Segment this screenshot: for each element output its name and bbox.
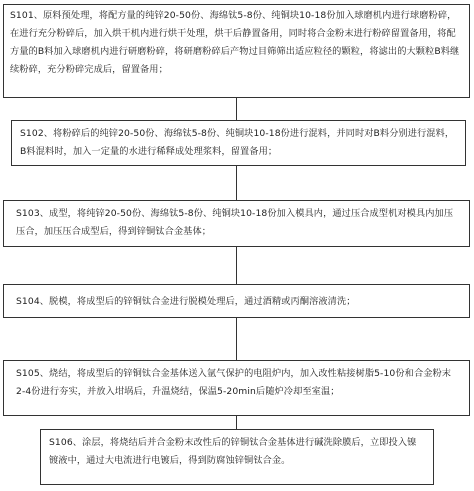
step-s105-text: S105、烧结，将成型后的锌铜钛合金基体送入氩气保护的电阻炉内，加入改性粘接树脂5-10份和合金粉末2-4份进行夯实，并放入坩埚后，升温烧结，保温5-20min后随炉冷却至室温；	[16, 368, 452, 397]
connector-s103-s104	[236, 247, 237, 284]
connector-s104-s105	[236, 318, 237, 360]
connector-s102-s103	[236, 166, 237, 200]
step-s102-box	[11, 120, 466, 166]
step-s104-box	[3, 284, 470, 318]
step-s104-text: S104、脱模，将成型后的锌铜钛合金进行脱模处理后，通过酒精或丙酮溶液清洗；	[16, 296, 356, 307]
step-s102-text: S102、将粉碎后的纯锌20-50份、海绵钛5-8份、纯铜块10-18份进行混料，并同时对B料分别进行混料，B料混料时，加入一定量的水进行稀释成处理浆料，留置备用；	[20, 128, 455, 157]
step-s103-box	[3, 200, 470, 247]
step-s101-text: S101、原料预处理，将配方量的纯锌20-50份、海绵钛5-8份、纯铜块10-18份加入球磨机内进行球磨粉碎，在进行充分粉碎后，加入烘干机内进行烘干处理，烘干后静置备用，同时将合金粉末进行粉碎留置备用，将配方量的B料加入球磨机内进行研磨粉碎，将研磨粉碎后产物过目筛筛出适应粒径的颗粒，将滤出的大颗粒B料继续粉碎，充分粉碎完成后，留置备用；	[10, 10, 460, 75]
step-s106-text: S106、涂层，将烧结后并合金粉末改性后的锌铜钛合金基体进行碱洗除膜后，立即投入镍镀液中，通过大电流进行电镀后，得到防腐蚀锌铜钛合金。	[49, 437, 417, 466]
connector-s105-s106	[236, 416, 237, 429]
step-s101-box	[3, 4, 470, 98]
connector-s101-s102	[236, 98, 237, 120]
step-s105-box	[3, 360, 470, 416]
step-s103-text: S103、成型，将纯锌20-50份、海绵钛5-8份、纯铜块10-18份加入模具内，通过压合成型机对模具内加压压合，加压压合成型后，得到锌铜钛合金基体；	[16, 208, 454, 237]
step-s106-box	[40, 429, 434, 485]
